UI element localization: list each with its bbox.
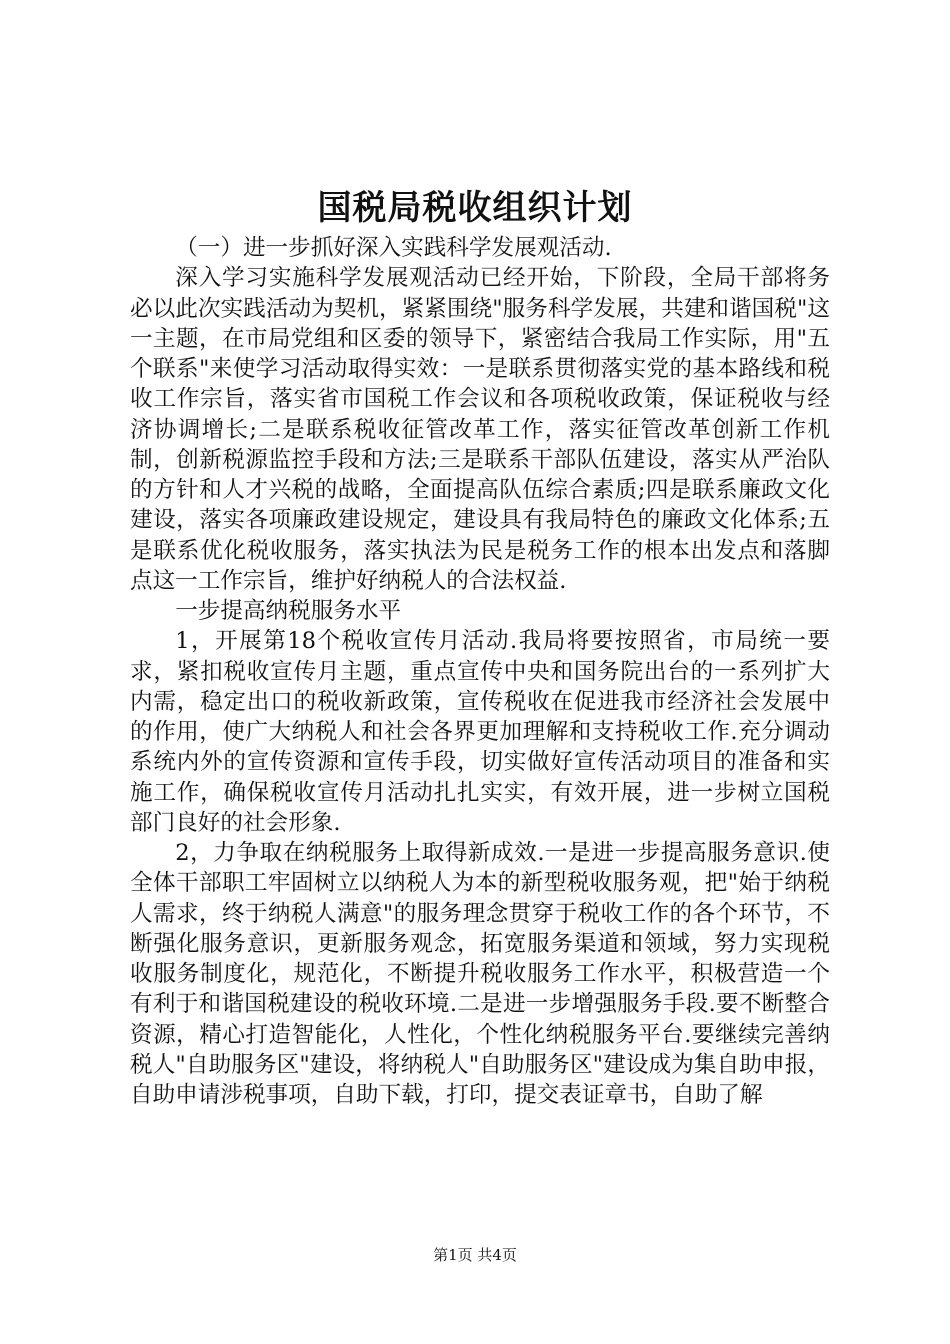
- paragraph-3: 2，力争取在纳税服务上取得新成效.一是进一步提高服务意识.使全体干部职工牢固树立以纳税人为本的新型税收服务观，把"始于纳税人需求，终于纳税人满意"的服务理念贯穿于税收工作的各个环节，不断强化服务意识，更新服务观念，拓宽服务渠道和领域，努力实现税收服务制度化，规范化，不断提升税收服务工作水平，积极营造一个有利于和谐国税建设的税收环境.二是进一步增强服务手段.要不断整合资源，精心打造智能化，人性化，个性化纳税服务平台.要继续完善纳税人"自助服务区"建设，将纳税人"自助服务区"建设成为集自助申报，自助申请涉税事项，自助下载，打印，提交表证章书，自助了解: [130, 840, 830, 1108]
- section-heading-1: （一）进一步抓好深入实践科学发展观活动.: [175, 235, 612, 261]
- document-title: 国税局税收组织计划: [317, 188, 633, 228]
- page-number: 第1页 共4页: [433, 1246, 517, 1264]
- section-heading-2: 一步提高纳税服务水平: [175, 598, 402, 624]
- paragraph-2: 1，开展第18个税收宣传月活动.我局将要按照省，市局统一要求，紧扣税收宣传月主题，重点宣传中央和国务院出台的一系列扩大内需，稳定出口的税收新政策，宣传税收在促进我市经济社会发展中的作用，使广大纳税人和社会各界更加理解和支持税收工作.充分调动系统内外的宣传资源和宣传手段，切实做好宣传活动项目的准备和实施工作，确保税收宣传月活动扎扎实实，有效开展，进一步树立国税部门良好的社会形象.: [130, 628, 830, 836]
- paragraph-1: 深入学习实施科学发展观活动已经开始，下阶段，全局干部将务必以此次实践活动为契机，紧紧围绕"服务科学发展，共建和谐国税"这一主题，在市局党组和区委的领导下，紧密结合我局工作实际，用"五个联系"来使学习活动取得实效：一是联系贯彻落实党的基本路线和税收工作宗旨，落实省市国税工作会议和各项税收政策，保证税收与经济协调增长;二是联系税收征管改革工作，落实征管改革创新工作机制，创新税源监控手段和方法;三是联系干部队伍建设，落实从严治队的方针和人才兴税的战略，全面提高队伍综合素质;四是联系廉政文化建设，落实各项廉政建设规定，建设具有我局特色的廉政文化体系;五是联系优化税收服务，落实执法为民是税务工作的根本出发点和落脚点这一工作宗旨，维护好纳税人的合法权益.: [130, 265, 830, 594]
- document-body: [130, 233, 830, 1110]
